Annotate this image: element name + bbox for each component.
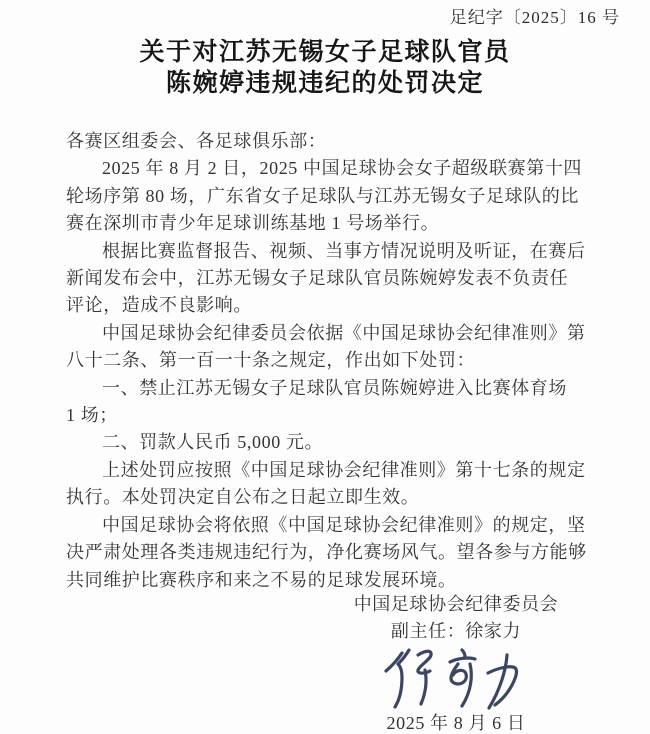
document-date: 2025 年 8 月 6 日 — [386, 713, 526, 733]
body-line-penalty-2: 二、罚款人民币 5,000 元。 — [102, 432, 324, 453]
body-line: 共同维护比赛秩序和来之不易的足球发展环境。 — [66, 569, 457, 590]
body-line: 根据比赛监督报告、视频、当事方情况说明及听证，在赛后 — [102, 240, 586, 261]
signature-block — [350, 591, 562, 734]
body-line: 上述处罚应按照《中国足球协会纪律准则》第十七条的规定 — [102, 459, 586, 480]
body-line: 八十二条、第一百一十条之规定，作出如下处罚： — [66, 350, 476, 371]
body-line-penalty-1b: 1 场； — [66, 405, 118, 426]
page-title — [0, 37, 650, 99]
signing-organization: 中国足球协会纪律委员会 — [353, 594, 559, 614]
body-line: 新闻发布会中，江苏无锡女子足球队官员陈婉婷发表不负责任 — [66, 268, 569, 289]
body-line: 评论，造成不良影响。 — [66, 295, 252, 316]
page-title-line1: 关于对江苏无锡女子足球队官员 — [139, 39, 511, 66]
body-line: 中国足球协会纪律委员会依据《中国足球协会纪律准则》第 — [102, 322, 586, 343]
body-line-salutation: 各赛区组委会、各足球俱乐部： — [66, 131, 327, 151]
body-line: 中国足球协会将依照《中国足球协会纪律准则》的规定，坚 — [102, 514, 586, 535]
body-line: 决严肃处理各类违规违纪行为，净化赛场风气。望各参与方能够 — [66, 542, 587, 563]
body-line: 轮场序第 80 场，广东省女子足球队与江苏无锡女子足球队的比 — [66, 185, 579, 206]
body-line: 赛在深圳市青少年足球训练基地 1 号场举行。 — [66, 213, 440, 234]
document-number: 足纪字〔2025〕16 号 — [449, 8, 620, 27]
signature-handwriting — [350, 646, 562, 712]
page-title-line2: 陈婉婷违规违纪的处罚决定 — [165, 70, 484, 97]
document-body — [66, 128, 588, 594]
body-line-penalty-1: 一、禁止江苏无锡女子足球队官员陈婉婷进入比赛体育场 — [102, 377, 567, 398]
signer-title-and-name: 副主任：徐家力 — [390, 621, 522, 641]
body-line: 执行。本处罚决定自公布之日起立即生效。 — [66, 487, 420, 508]
body-line: 2025 年 8 月 2 日，2025 中国足球协会女子超级联赛第十四 — [102, 158, 582, 179]
